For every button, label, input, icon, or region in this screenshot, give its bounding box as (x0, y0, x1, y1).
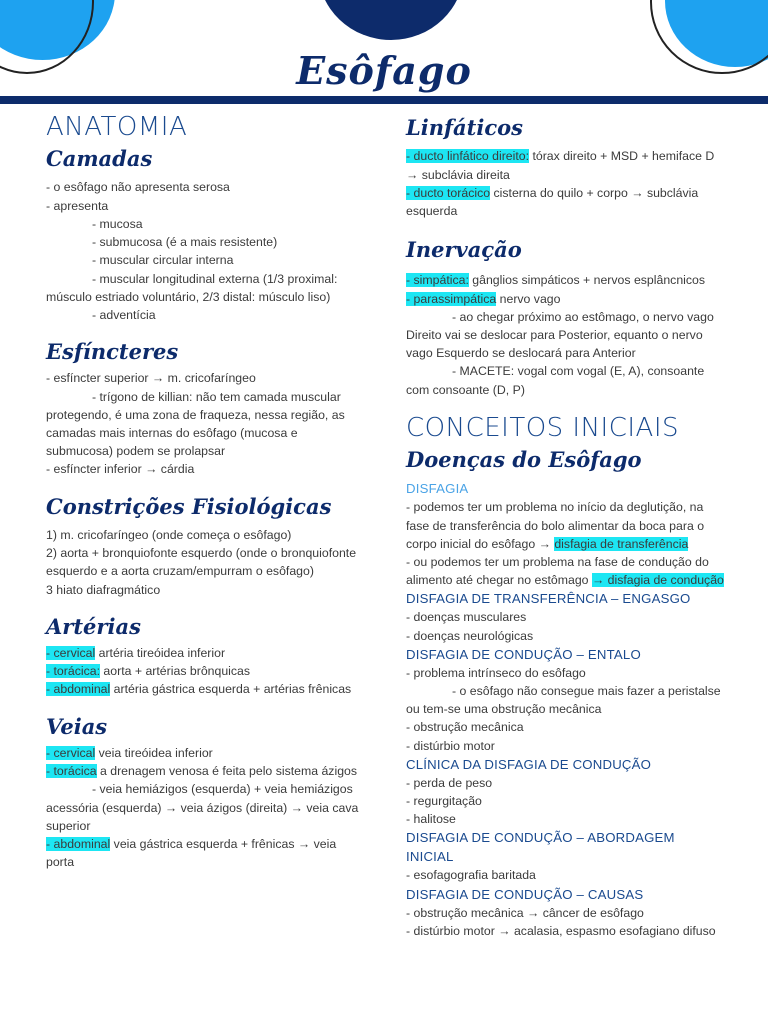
list-item: - perda de peso (406, 775, 493, 790)
veias-line: - veia hemiázigos (esquerda) + veia hemiázigos acessória (esquerda) → veia ázigos (direita) → veia cava superior (46, 782, 359, 833)
arterias-title: Artérias (46, 613, 141, 639)
list-item: - doenças musculares (406, 610, 527, 625)
linfaticos-text: cisterna do quilo + corpo → subclávia esquerda (406, 185, 699, 218)
list-item: - o esôfago não consegue mais fazer a peristalse ou tem-se uma obstrução mecânica (406, 683, 721, 717)
highlight: - ducto linfático direito: (406, 149, 530, 164)
subheading: DISFAGIA DE CONDUÇÃO – CAUSAS (406, 886, 644, 902)
highlight: - parassimpática (406, 291, 497, 306)
veias-line (46, 744, 364, 762)
subheading: CLÍNICA DA DISFAGIA DE CONDUÇÃO (406, 756, 652, 772)
right-column (406, 112, 724, 940)
camadas-line: - muscular longitudinal externa (1/3 proximal: músculo estriado voluntário, 2/3 distal: músculo liso) (46, 271, 338, 304)
camadas-line: - o esôfago não apresenta serosa (46, 180, 230, 195)
list-item: - obstrução mecânica → câncer de esôfago (406, 905, 644, 920)
esfincteres-line: - esfíncter inferior → cárdia (46, 462, 195, 477)
disfagia-line (406, 498, 724, 553)
disfagia-heading: DISFAGIA (406, 481, 469, 497)
list-item: - distúrbio motor (406, 738, 495, 753)
page-title: Esôfago (296, 48, 472, 93)
veias-text: veia tireóidea inferior (95, 745, 213, 760)
subheading: DISFAGIA DE TRANSFERÊNCIA – ENGASGO (406, 591, 691, 607)
arterias-text: artéria gástrica esquerda + artérias frênicas (110, 682, 352, 697)
disfagia-text: - ou podemos ter um problema na fase de condução do alimento até chegar no estômago (406, 554, 709, 588)
veias-text: a drenagem venosa é feita pelo sistema ázigos (96, 764, 358, 779)
list-item: - regurgitação (406, 793, 482, 808)
anatomia-heading: ANATOMIA (46, 112, 188, 142)
arterias-line (46, 680, 364, 698)
list-item: - halitose (406, 812, 456, 827)
esfincteres-title: Esfíncteres (46, 339, 179, 365)
disfagia-text: - podemos ter um problema no início da deglutição, na fase de transferência do bolo alimentar da boca para o corpo inicial do esôfago → (406, 500, 705, 551)
left-column (46, 112, 364, 871)
esfincteres-line: - trígono de killian: não tem camada muscular protegendo, é uma zona de fraqueza, nessa região, as camadas mais internas do esôfago (mucosa e submucosa) podem se prolapsar (46, 389, 345, 459)
doencas-title: Doenças do Esôfago (406, 447, 642, 473)
list-item: - esofagografia baritada (406, 868, 536, 883)
arterias-text: artéria tireóidea inferior (95, 646, 226, 661)
conceitos-heading: CONCEITOS INICIAIS (406, 412, 679, 443)
list-item: - distúrbio motor → acalasia, espasmo esofagiano difuso (406, 923, 716, 938)
highlight: - abdominal (46, 682, 111, 697)
list-item: - doenças neurológicas (406, 628, 534, 643)
constricoes-line: 1) m. cricofaríngeo (onde começa o esôfago) (46, 527, 292, 542)
constricoes-line: 2) aorta + bronquiofonte esquerdo (onde o bronquiofonte esquerdo e a aorta cruzam/empurram o esôfago) (46, 546, 357, 579)
camadas-line: - mucosa (92, 216, 143, 231)
veias-title: Veias (46, 713, 108, 739)
inervacao-text: gânglios simpáticos + nervos esplâncnicos (468, 273, 706, 288)
arterias-text: aorta + artérias brônquicas (100, 664, 251, 679)
highlight: - torácica: (46, 664, 100, 679)
camadas-line: - adventícia (92, 307, 156, 322)
camadas-line: - apresenta (46, 198, 109, 213)
highlight: - cervical (46, 646, 96, 661)
subheading: DISFAGIA DE CONDUÇÃO – ABORDAGEM INICIAL (406, 830, 675, 865)
arterias-line (46, 662, 364, 680)
linfaticos-line (406, 147, 724, 183)
esfincteres-line: - esfíncter superior → m. cricofaríngeo (46, 371, 256, 386)
highlight: - abdominal (46, 836, 111, 851)
camadas-line: - submucosa (é a mais resistente) (92, 235, 278, 250)
linfaticos-title: Linfáticos (406, 115, 523, 140)
inervacao-line: - ao chegar próximo ao estômago, o nervo vago Direito vai se deslocar para Posterior, equanto o nervo vago Esquerdo se deslocará para Anterior (406, 309, 714, 361)
camadas-line: - muscular circular interna (92, 253, 234, 268)
linfaticos-line (406, 184, 724, 220)
inervacao-title: Inervação (406, 237, 522, 263)
list-item: - problema intrínseco do esôfago (406, 665, 586, 680)
subheading: DISFAGIA DE CONDUÇÃO – ENTALO (406, 646, 641, 662)
inervacao-line (406, 271, 724, 289)
highlight: - cervical (46, 745, 96, 760)
highlight: → disfagia de condução (591, 573, 724, 588)
decor-circle-center (318, 0, 464, 40)
inervacao-line (406, 290, 724, 308)
veias-text: veia gástrica esquerda + frênicas → veia porta (46, 836, 337, 870)
list-item: - obstrução mecânica (406, 720, 524, 735)
highlight: - ducto torácico (406, 185, 491, 200)
veias-line (46, 835, 364, 871)
header-bar (0, 96, 768, 104)
constricoes-title: Constrições Fisiológicas (46, 493, 332, 519)
inervacao-text: nervo vago (496, 291, 561, 306)
linfaticos-text: tórax direito + MSD + hemiface D → subclávia direita (406, 149, 715, 182)
highlight: - torácica (46, 764, 97, 779)
inervacao-line: - MACETE: vogal com vogal (E, A), consoante com consoante (D, P) (406, 364, 705, 397)
disfagia-line (406, 553, 724, 589)
arterias-line (46, 644, 364, 662)
camadas-title: Camadas (46, 146, 153, 172)
constricoes-line: 3 hiato diafragmático (46, 582, 161, 597)
highlight: disfagia de transferência (554, 536, 689, 551)
veias-line (46, 762, 364, 780)
highlight: - simpática: (406, 273, 469, 288)
